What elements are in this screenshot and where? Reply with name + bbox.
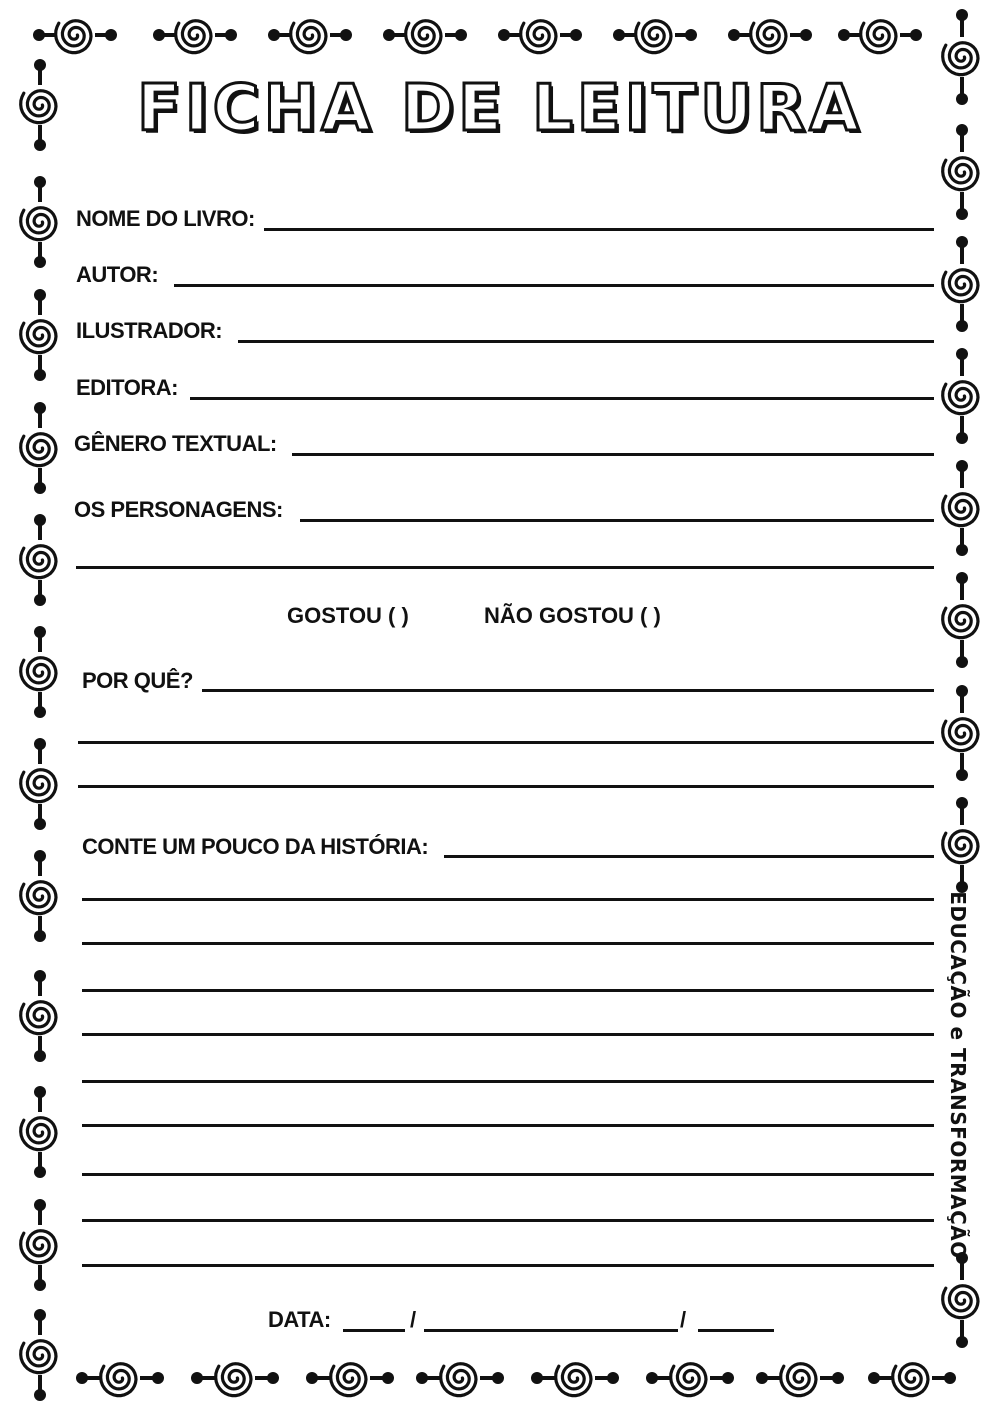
disliked-option[interactable]: NÃO GOSTOU ( ) — [484, 603, 661, 628]
spiral-icon — [781, 1364, 816, 1396]
spiral-icon — [21, 321, 56, 353]
spiral-icon — [671, 1364, 706, 1396]
story-line[interactable] — [444, 855, 934, 858]
author-line[interactable] — [174, 284, 934, 287]
characters-line[interactable] — [300, 519, 934, 522]
spiral-icon — [636, 21, 671, 53]
why-line[interactable] — [202, 689, 934, 692]
spiral-icon — [943, 158, 978, 190]
spiral-icon — [101, 1364, 136, 1396]
spiral-icon — [943, 606, 978, 638]
story-line-10[interactable] — [82, 1264, 934, 1267]
date-separator-2: / — [680, 1307, 686, 1332]
characters-line-2[interactable] — [76, 566, 934, 569]
genre-label: GÊNERO TEXTUAL: — [74, 431, 277, 456]
publisher-label: EDITORA: — [76, 375, 178, 400]
spiral-icon — [21, 658, 56, 690]
spiral-icon — [176, 21, 211, 53]
spiral-icon — [943, 719, 978, 751]
book-name-line[interactable] — [264, 228, 934, 231]
spiral-icon — [893, 1364, 928, 1396]
book-name-label: NOME DO LIVRO: — [76, 206, 255, 231]
spiral-icon — [21, 1118, 56, 1150]
spiral-icon — [21, 546, 56, 578]
spiral-icon — [521, 21, 556, 53]
genre-line[interactable] — [292, 453, 934, 456]
spiral-icon — [21, 208, 56, 240]
spiral-icon — [291, 21, 326, 53]
date-day-line[interactable] — [343, 1329, 405, 1332]
spiral-icon — [21, 1341, 56, 1373]
spiral-icon — [21, 882, 56, 914]
author-label: AUTOR: — [76, 262, 159, 287]
story-label: CONTE UM POUCO DA HISTÓRIA: — [82, 834, 429, 859]
publisher-line[interactable] — [190, 397, 934, 400]
spiral-icon — [943, 43, 978, 75]
date-month-line[interactable] — [424, 1329, 678, 1332]
spiral-icon — [943, 494, 978, 526]
date-label: DATA: — [268, 1307, 331, 1332]
illustrator-label: ILUSTRADOR: — [76, 318, 223, 343]
spiral-icon — [441, 1364, 476, 1396]
why-line-3[interactable] — [78, 785, 934, 788]
story-line-7[interactable] — [82, 1124, 934, 1127]
spiral-icon — [861, 21, 896, 53]
why-line-2[interactable] — [78, 741, 934, 744]
page-title: FICHA DE LEITURA — [137, 72, 863, 146]
side-caption: EDUCAÇÃO e TRANSFORMAÇÃO — [946, 891, 970, 1259]
spiral-icon — [21, 434, 56, 466]
spiral-icon — [406, 21, 441, 53]
story-line-4[interactable] — [82, 989, 934, 992]
spiral-icon — [943, 1286, 978, 1318]
characters-label: OS PERSONAGENS: — [74, 497, 283, 522]
spiral-icon — [556, 1364, 591, 1396]
story-line-3[interactable] — [82, 942, 934, 945]
spiral-icon — [943, 831, 978, 863]
liked-option[interactable]: GOSTOU ( ) — [287, 603, 409, 628]
story-line-9[interactable] — [82, 1219, 934, 1222]
story-line-2[interactable] — [82, 898, 934, 901]
spiral-icon — [943, 270, 978, 302]
spiral-icon — [21, 1231, 56, 1263]
spiral-icon — [56, 21, 91, 53]
spiral-icon — [21, 1002, 56, 1034]
date-separator-1: / — [410, 1307, 416, 1332]
spiral-icon — [751, 21, 786, 53]
story-line-5[interactable] — [82, 1033, 934, 1036]
story-line-8[interactable] — [82, 1173, 934, 1176]
illustrator-line[interactable] — [238, 340, 934, 343]
date-year-line[interactable] — [698, 1329, 774, 1332]
spiral-icon — [21, 770, 56, 802]
spiral-icon — [943, 382, 978, 414]
why-label: POR QUÊ? — [82, 668, 193, 693]
story-line-6[interactable] — [82, 1080, 934, 1083]
spiral-icon — [331, 1364, 366, 1396]
spiral-icon — [216, 1364, 251, 1396]
